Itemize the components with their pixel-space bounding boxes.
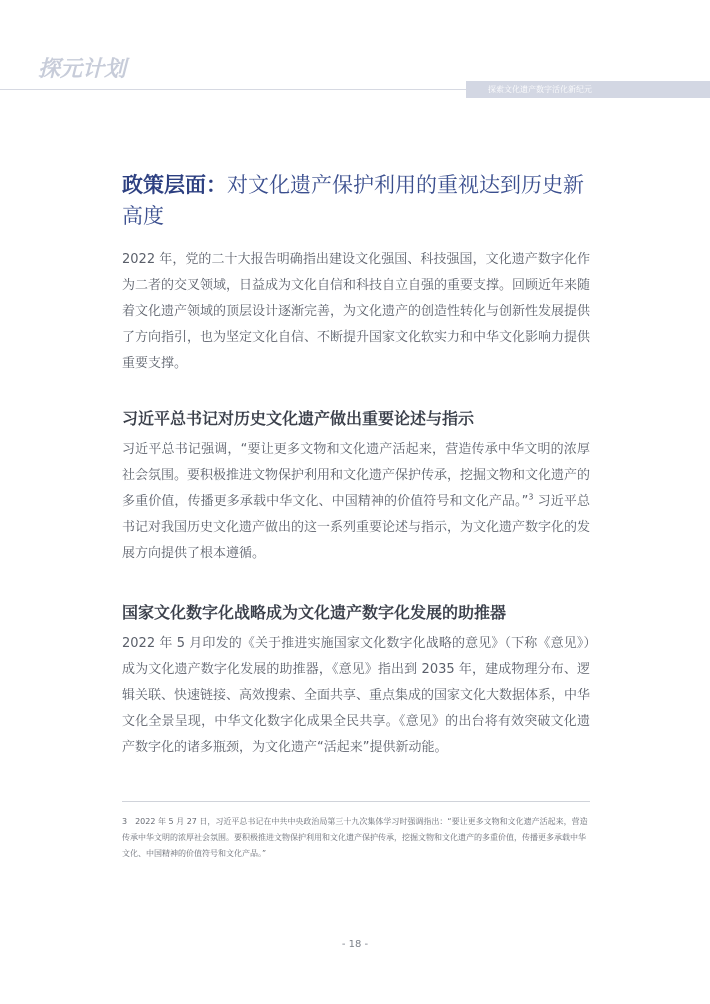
section-1-heading: 习近平总书记对历史文化遗产做出重要论述与指示 <box>122 409 475 428</box>
section-1-text-before: 习近平总书记强调，“要让更多文物和文化遗产活起来，营造传承中华文明的浓厚社会氛围。要积极推进文物保护利用和文化遗产保护传承，挖掘文物和文化遗产的多重价值，传播更多承载中华文化、中国精神的价值符号和文化产品。” <box>122 442 591 509</box>
section-2-heading: 国家文化数字化战略成为文化遗产数字化发展的助推器 <box>122 603 507 622</box>
section-1-text-after: 习近平总书记对我国历史文化遗产做出的这一系列重要论述与指示，为文化遗产数字化的发展方向提供了根本遵循。 <box>122 494 591 561</box>
page-title-lead: 政策层面： <box>122 173 227 197</box>
page-number: - 18 - <box>341 939 369 950</box>
footnote-reference[interactable]: 3 <box>528 492 534 502</box>
footnote-divider <box>122 801 590 802</box>
footnote-text: 3 2022 年 5 月 27 日，习近平总书记在中共中央政治局第三十九次集体学习时强调指出：“要让更多文物和文化遗产活起来，营造传承中华文明的浓厚社会氛围。要积极推进文物保护利用和文化遗产保护传承，挖掘文物和文化遗产的多重价值，传播更多承载中华文化、中国精神的价值符号和文化产品。” <box>122 817 588 858</box>
section-2-paragraph: 2022 年 5 月印发的《关于推进实施国家文化数字化战略的意见》（下称《意见》）成为文化遗产数字化发展的助推器，《意见》指出到 2035 年，建成物理分布、逻辑关联、快速链接、高效搜索、全面共享、重点集成的国家文化大数据体系，中华文化全景呈现，中华文化数字化成果全民共享。《意见》的出台将有效突破文化遗产数字化的诸多瓶颈，为文化遗产“活起来”提供新动能。 <box>122 636 591 755</box>
page-title <box>122 170 592 232</box>
header-section-tag: 探索文化遗产数字活化新纪元 <box>466 81 710 98</box>
intro-paragraph: 2022 年，党的二十大报告明确指出建设文化强国、科技强国，文化遗产数字化作为二者的交叉领域，日益成为文化自信和科技自立自强的重要支撑。回顾近年来随着文化遗产领域的顶层设计逐渐完善，为文化遗产的创造性转化与创新性发展提供了方向指引，也为坚定文化自信、不断提升国家文化软实力和中华文化影响力提供重要支撑。 <box>122 252 591 371</box>
page-title-rest: 对文化遗产保护利用的重视达到历史新高度 <box>122 173 584 228</box>
section-1-paragraph <box>122 437 590 567</box>
brand-logo: 探元计划 <box>38 57 127 82</box>
